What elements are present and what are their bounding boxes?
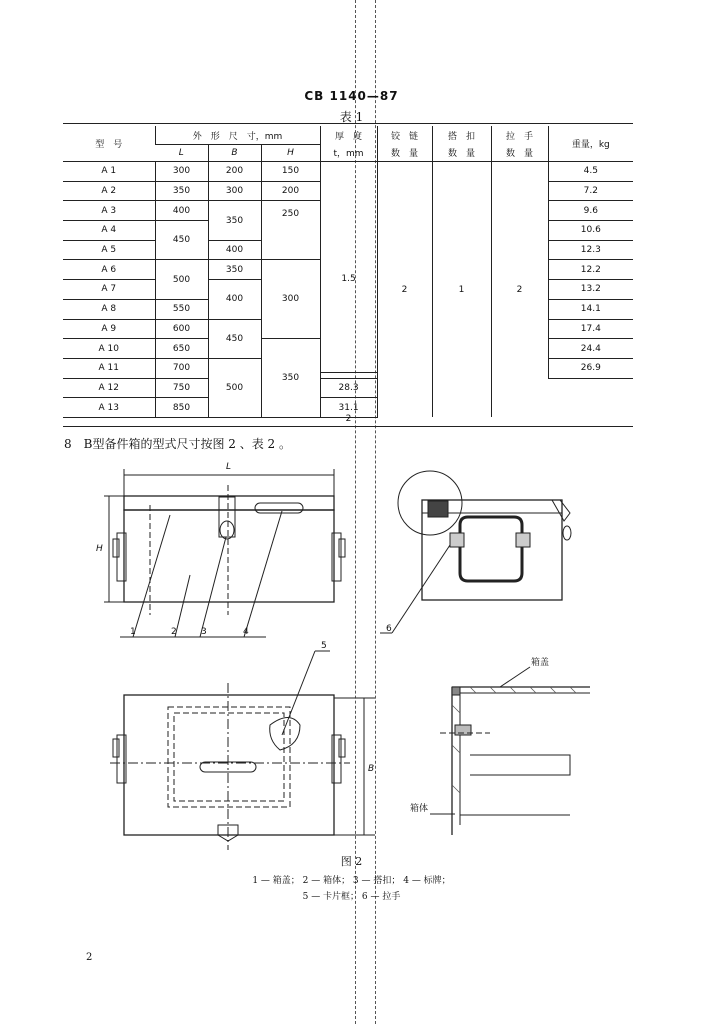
callout-2: 2	[171, 627, 177, 637]
cell-model: A 11	[63, 358, 155, 378]
cell-weight: 17.4	[548, 319, 633, 339]
cell-H: 250	[261, 201, 320, 260]
dim-H-label: H	[96, 544, 103, 554]
section-detail	[430, 667, 590, 835]
cell-weight: 9.6	[548, 201, 633, 221]
col-header-H: H	[261, 145, 320, 162]
figure-legend-line-2: 5 — 卡片框； 6 — 拉手	[302, 892, 401, 902]
cell-model: A 8	[63, 299, 155, 319]
cell-B: 200	[208, 162, 261, 182]
table-top-rule	[63, 123, 633, 124]
cell-model: A 6	[63, 260, 155, 280]
cell-weight: 12.3	[548, 240, 633, 260]
dim-B-label: B	[368, 764, 375, 774]
col-header-hinge-qty: 数 量	[377, 145, 432, 162]
cell-model: A 12	[63, 378, 155, 398]
body-label: 箱体	[410, 804, 429, 814]
lid-label: 箱盖	[531, 658, 550, 668]
col-header-handle-qty: 数 量	[491, 145, 548, 162]
thickness-value-2: 2	[345, 414, 352, 424]
document-header: CB 1140—87	[304, 89, 399, 103]
cell-model: A 3	[63, 201, 155, 221]
cell-buckle-qty: 1	[432, 162, 491, 418]
cell-weight: 14.1	[548, 299, 633, 319]
cell-L: 350	[155, 181, 208, 201]
cell-weight: 7.2	[548, 181, 633, 201]
cell-B: 450	[208, 319, 261, 358]
cell-B: 350	[208, 201, 261, 240]
cell-L: 750	[155, 378, 208, 398]
cell-weight: 4.5	[548, 162, 633, 182]
cell-B: 350	[208, 260, 261, 280]
cell-H: 350	[261, 339, 320, 418]
cell-model: A 5	[63, 240, 155, 260]
col-header-thickness: 厚 度	[320, 126, 377, 145]
cell-L: 450	[155, 221, 208, 260]
col-header-dims: 外 形 尺 寸，mm	[155, 126, 320, 145]
cell-L: 400	[155, 201, 208, 221]
cell-H: 150	[261, 162, 320, 182]
cell-L: 850	[155, 398, 208, 418]
callout-5: 5	[321, 641, 327, 651]
cell-weight: 13.2	[548, 280, 633, 300]
cell-model: A 4	[63, 221, 155, 241]
col-header-hinge: 铰 链	[377, 126, 432, 145]
cell-L: 500	[155, 260, 208, 299]
cell-B: 300	[208, 181, 261, 201]
figure-legend-line-1: 1 — 箱盖； 2 — 箱体； 3 — 搭扣； 4 — 标牌；	[252, 876, 451, 886]
front-view	[104, 469, 345, 637]
cell-model: A 1	[63, 162, 155, 182]
col-header-weight: 重量，kg	[548, 126, 633, 162]
side-view	[380, 471, 571, 633]
cell-model: A 9	[63, 319, 155, 339]
col-header-handle: 拉 手	[491, 126, 548, 145]
callout-4: 4	[243, 627, 249, 637]
col-header-L: L	[155, 145, 208, 162]
col-header-B: B	[208, 145, 261, 162]
page-number: 2	[86, 952, 93, 963]
cell-weight: 26.9	[548, 358, 633, 378]
callout-6: 6	[386, 624, 392, 634]
cell-L: 650	[155, 339, 208, 359]
col-header-buckle: 搭 扣	[432, 126, 491, 145]
cell-L: 700	[155, 358, 208, 378]
thickness-value-1: 1.5	[341, 274, 356, 284]
cell-weight: 12.2	[548, 260, 633, 280]
callout-3: 3	[201, 627, 207, 637]
col-header-thickness-unit: t，mm	[320, 145, 377, 162]
table-bottom-rule	[63, 426, 633, 427]
cell-handle-qty: 2	[491, 162, 548, 418]
table-caption: 表 1	[339, 110, 364, 124]
cell-weight: 31.1	[320, 398, 377, 418]
cell-L: 550	[155, 299, 208, 319]
cell-weight: 10.6	[548, 221, 633, 241]
cell-B: 400	[208, 280, 261, 319]
cell-weight: 28.3	[320, 378, 377, 398]
figure-caption: 图 2	[340, 855, 363, 868]
cell-weight: 24.4	[548, 339, 633, 359]
cell-model: A 2	[63, 181, 155, 201]
dimension-table	[63, 126, 633, 424]
col-header-model: 型 号	[63, 126, 155, 162]
col-header-buckle-qty: 数 量	[432, 145, 491, 162]
cell-B: 500	[208, 358, 261, 417]
cell-model: A 10	[63, 339, 155, 359]
cell-L: 300	[155, 162, 208, 182]
cell-H: 300	[261, 260, 320, 339]
figure-2-drawing	[0, 455, 703, 850]
cell-L: 600	[155, 319, 208, 339]
cell-B: 400	[208, 240, 261, 260]
section-paragraph: 8 B型备件箱的型式尺寸按图 2 、表 2 。	[64, 437, 291, 451]
dim-L-label: L	[226, 462, 232, 472]
cell-hinge-qty: 2	[377, 162, 432, 418]
cell-model: A 7	[63, 280, 155, 300]
callout-1: 1	[130, 627, 136, 637]
cell-model: A 13	[63, 398, 155, 418]
cell-H: 200	[261, 181, 320, 201]
table-row	[63, 162, 633, 182]
top-view	[110, 651, 375, 850]
